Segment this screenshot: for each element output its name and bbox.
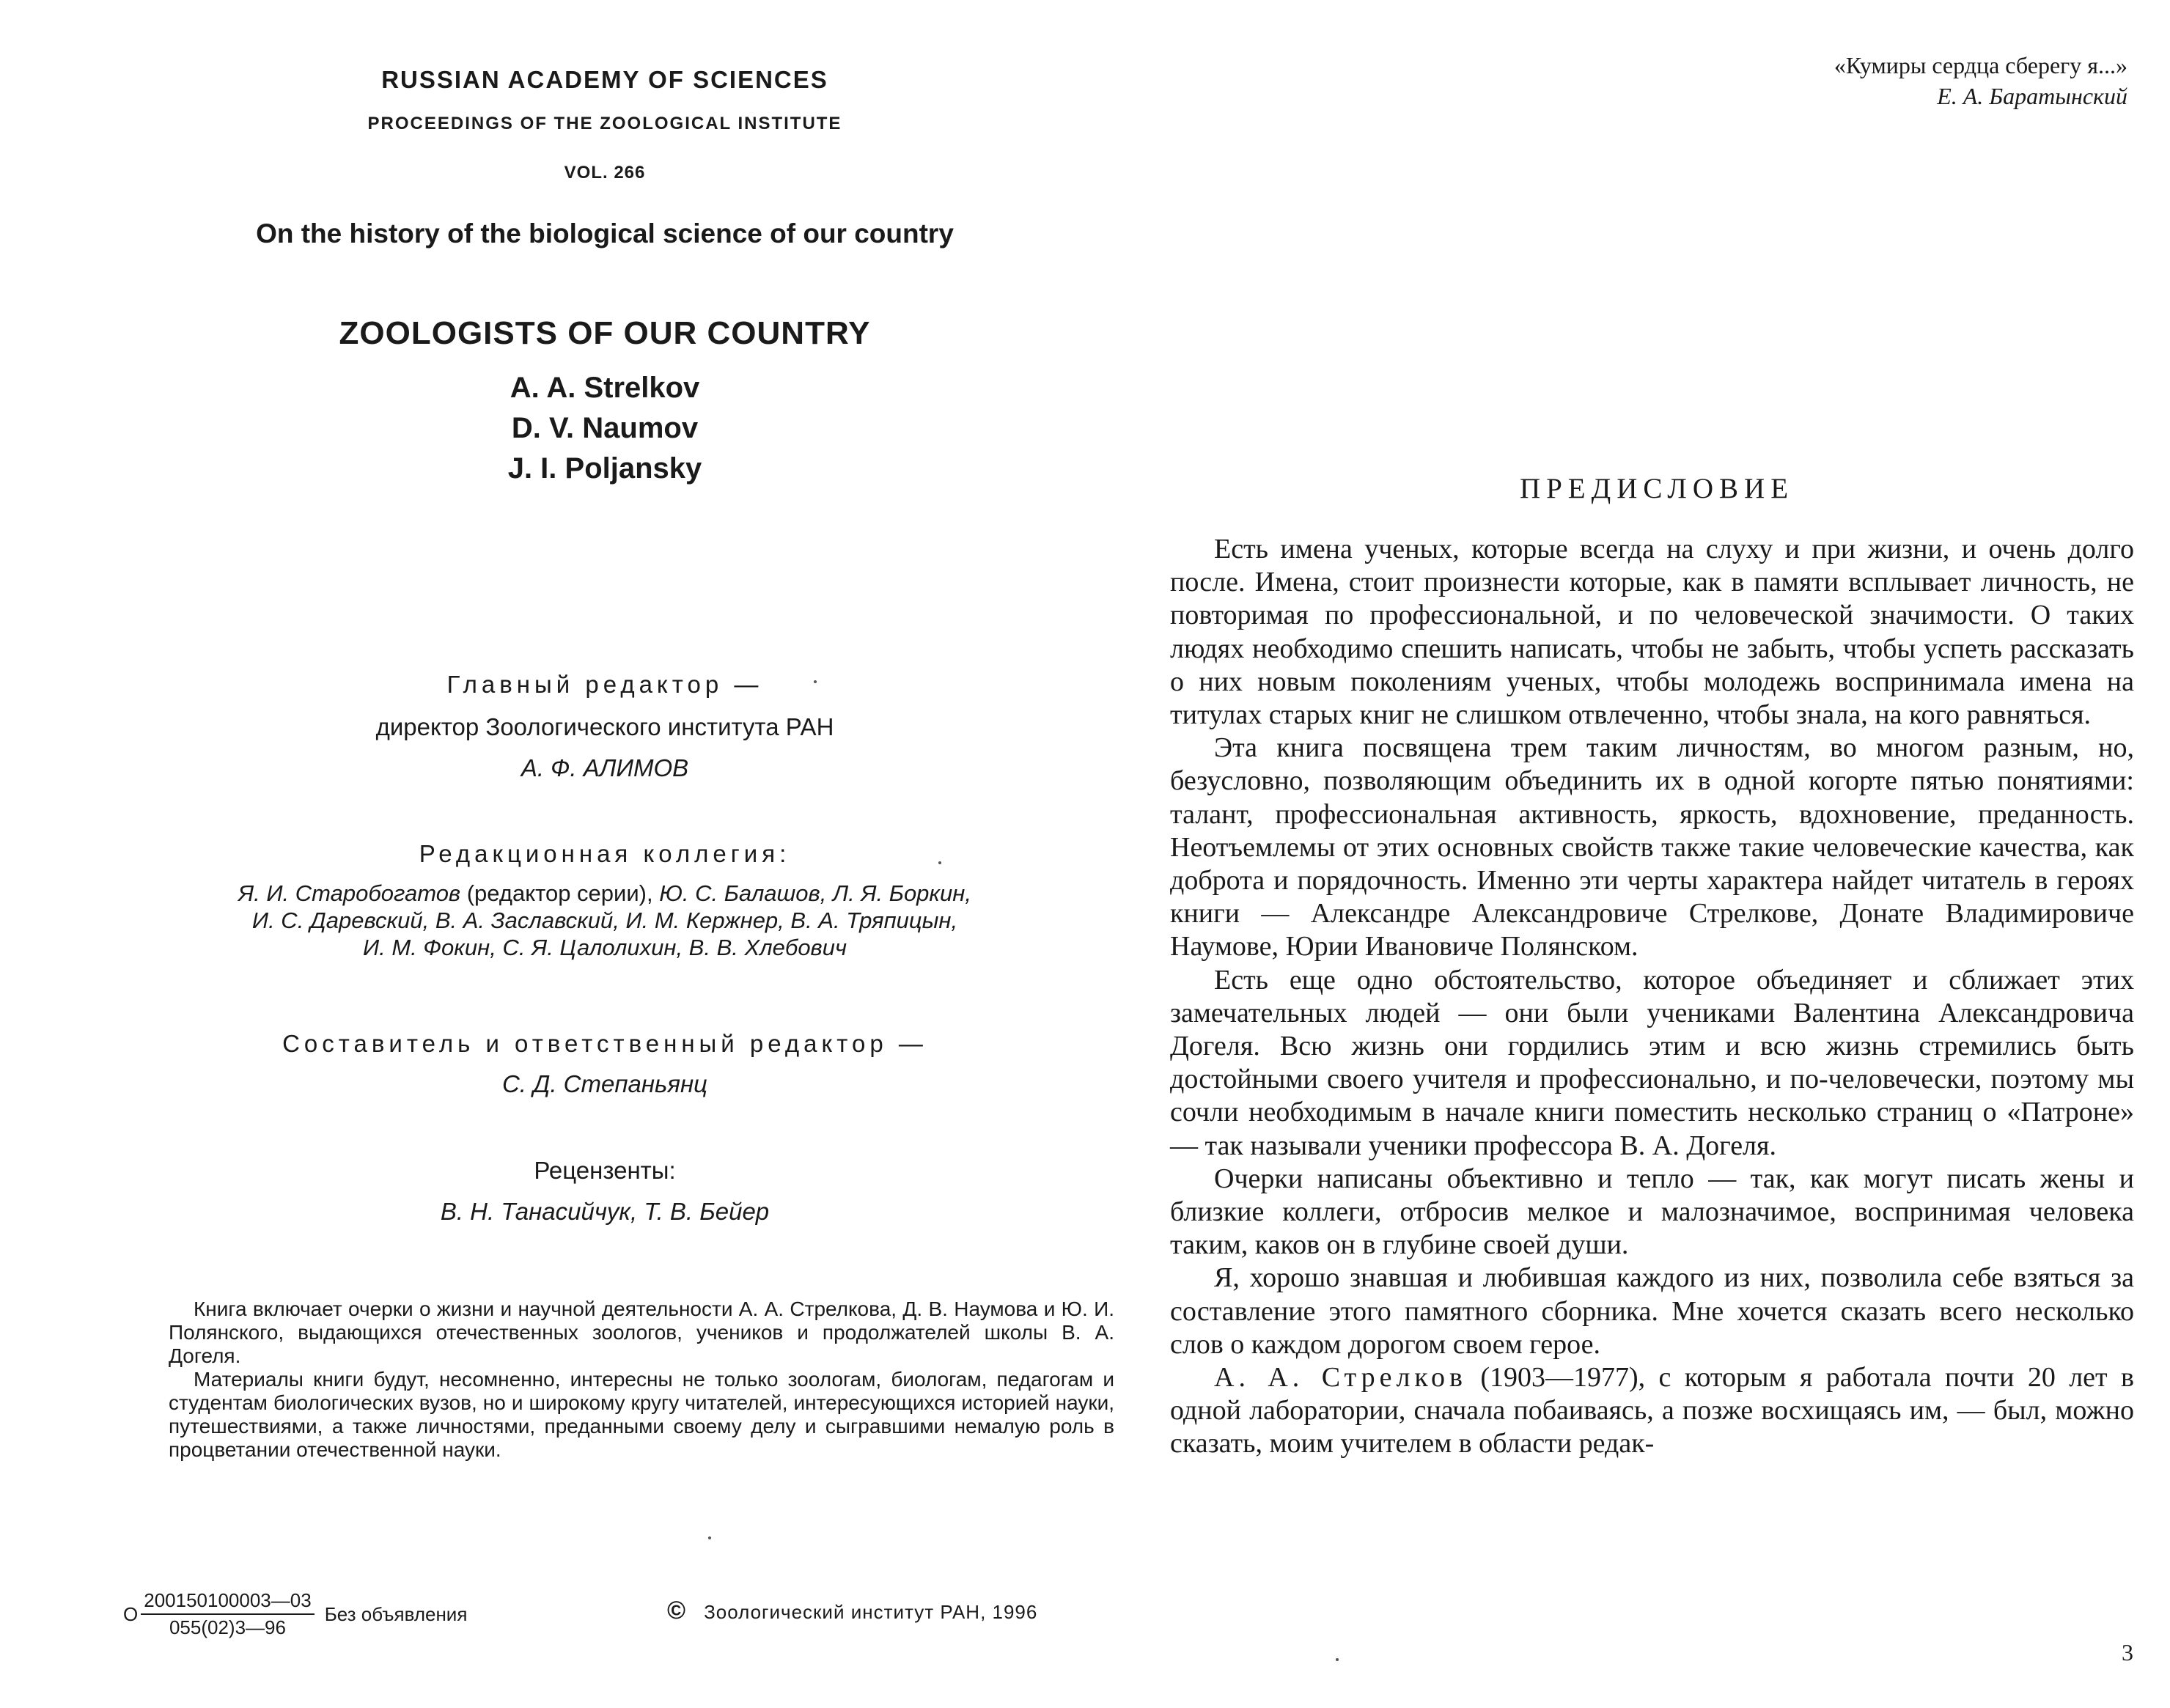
- right-page: [1144, 0, 2170, 1708]
- author-name: D. V. Naumov: [511, 412, 699, 444]
- copyright-text: Зоологический институт РАН, 1996: [704, 1601, 1038, 1623]
- preface-paragraph: [1170, 1361, 2134, 1461]
- preface-title: ПРЕДИСЛОВИЕ: [1519, 473, 1795, 504]
- page-number: 3: [2122, 1639, 2133, 1665]
- catalog-fraction: [141, 1589, 314, 1639]
- chief-editor-position: директор Зоологического института РАН: [375, 713, 834, 740]
- editorial-board-line: И. М. Фокин, С. Я. Цалолихин, В. В. Хлебович: [362, 935, 847, 960]
- epigraph: [1834, 50, 2127, 111]
- book-title: ZOOLOGISTS OF OUR COUNTRY: [339, 315, 871, 351]
- editorial-board-line: [0, 880, 1210, 907]
- book-annotation: [169, 1297, 1114, 1462]
- strelkov-name: А. А. Стрелков: [1214, 1362, 1467, 1394]
- catalog-prefix: О: [123, 1602, 139, 1625]
- epigraph-author: Е. А. Баратынский: [1937, 83, 2127, 109]
- author-name: J. I. Poljansky: [507, 452, 702, 485]
- preface-paragraph: Есть еще одно обстоятельство, которое объединяет и сближает этих замечательных людей — они были учениками Валентина Александровича Догеля. Всю жизнь они гордились этим и всю жизнь стремились быть достойными своего учителя и профессионально, и по-человечески, поэтому мы сочли необходимым в начале книги поместить несколько страниц о «Патроне» — так называли ученики профессора В. А. Догеля.: [1170, 964, 2134, 1161]
- compiler-name: С. Д. Степаньянц: [501, 1070, 708, 1097]
- preface-paragraph: Эта книга посвящена трем таким личностям, во многом разным, но, безусловно, позволяющим объединить их в одной когорте пятью понятиями: талант, профессиональная активность, яркость, вдохновение, преданность. Неотъемлемы от этих основных свойств также такие человеческие качества, как доброта и порядочность. Именно эти черты характера найдет читатель в героях книги — Александре Александровиче Стрелкове, Донате Владимировиче Наумове, Юрии Ивановиче Полянском.: [1170, 732, 2134, 962]
- compiler-label: Составитель и ответственный редактор —: [282, 1030, 927, 1057]
- series-editor-role: (редактор серии),: [460, 880, 660, 906]
- editorial-board-line: И. С. Даревский, В. А. Заславский, И. М. Кержнер, В. А. Тряпицын,: [251, 908, 958, 933]
- preface-body: [1170, 533, 2134, 1461]
- preface-paragraph: Я, хорошо знавшая и любившая каждого из них, позволила себе взяться за составление этого памятного сборника. Мне хочется сказать всего несколько слов о каждом дорогом своем герое.: [1170, 1262, 2134, 1360]
- reviewers-names: В. Н. Танасийчук, Т. В. Бейер: [440, 1198, 770, 1225]
- scan-speck: [938, 861, 941, 864]
- series-title: On the history of the biological science of our country: [256, 218, 954, 249]
- reviewers-label: Рецензенты:: [534, 1157, 676, 1184]
- catalog-code: [123, 1589, 467, 1639]
- author-name: A. A. Strelkov: [510, 372, 700, 404]
- copyright-line: [667, 1597, 1037, 1625]
- academy-name: RUSSIAN ACADEMY OF SCIENCES: [381, 66, 828, 93]
- proceedings-title: PROCEEDINGS OF THE ZOOLOGICAL INSTITUTE: [367, 114, 842, 133]
- annotation-paragraph: Материалы книги будут, несомненно, интересны не только зоологам, биологам, педагогам и студентам биологических вузов, но и широкому кругу читателей, интересующихся историей науки, путешествиями, а также личностями, преданными своему делу и сыгравшими немалую роль в процветании отечественной науки.: [169, 1368, 1114, 1461]
- scan-speck: [1336, 1658, 1339, 1661]
- scan-speck: [814, 680, 817, 683]
- chief-editor-label: Главный редактор —: [446, 671, 763, 698]
- catalog-numerator: 200150100003—03: [141, 1589, 314, 1615]
- preface-paragraph: Есть имена ученых, которые всегда на слуху и при жизни, и очень долго после. Имена, стоит произнести которые, как в памяти всплывает личность, не повторимая по профессиональной, и по человеческой значимости. О таких людях необходимо спешить написать, чтобы не забыть, чтобы успеть рассказать о них новым поколениям ученых, чтобы молодежь воспринимала имена на титулах старых книг не слишком отвлеченно, чтобы знала, на кого равняться.: [1170, 534, 2134, 731]
- strelkov-text: (1903—1977), с которым я работала почти 20 лет в одной лаборатории, сначала побаиваясь, а позже восхищаясь им, — был, можно сказать, моим учителем в области редак-: [1170, 1362, 2135, 1459]
- epigraph-quote: «Кумиры сердца сберегу я...»: [1834, 52, 2127, 78]
- preface-paragraph: Очерки написаны объективно и тепло — так, как могут писать жены и близкие коллеги, отбросив мелкое и малозначимое, воспринимая человека таким, каков он в глубине своей души.: [1170, 1163, 2134, 1261]
- annotation-paragraph: Книга включает очерки о жизни и научной деятельности А. А. Стрелкова, Д. В. Наумова и Ю. И. Полянского, выдающихся отечественных зоологов, учеников и продолжателей школы В. А. Догеля.: [169, 1297, 1114, 1367]
- editorial-board-label: Редакционная коллегия:: [419, 840, 791, 867]
- series-editor-name: Я. И. Старобогатов: [238, 880, 461, 906]
- copyright-icon: ©: [667, 1597, 687, 1624]
- author-list: [0, 368, 1210, 489]
- editorial-board-line-rest: Ю. С. Балашов, Л. Я. Боркин,: [659, 880, 971, 906]
- catalog-note: Без объявления: [324, 1602, 468, 1625]
- volume-number: VOL. 266: [564, 163, 646, 183]
- chief-editor-name: А. Ф. АЛИМОВ: [521, 754, 689, 781]
- catalog-denominator: 055(02)3—96: [169, 1616, 286, 1638]
- editorial-board-members: [0, 880, 1210, 961]
- scan-speck: [708, 1536, 711, 1539]
